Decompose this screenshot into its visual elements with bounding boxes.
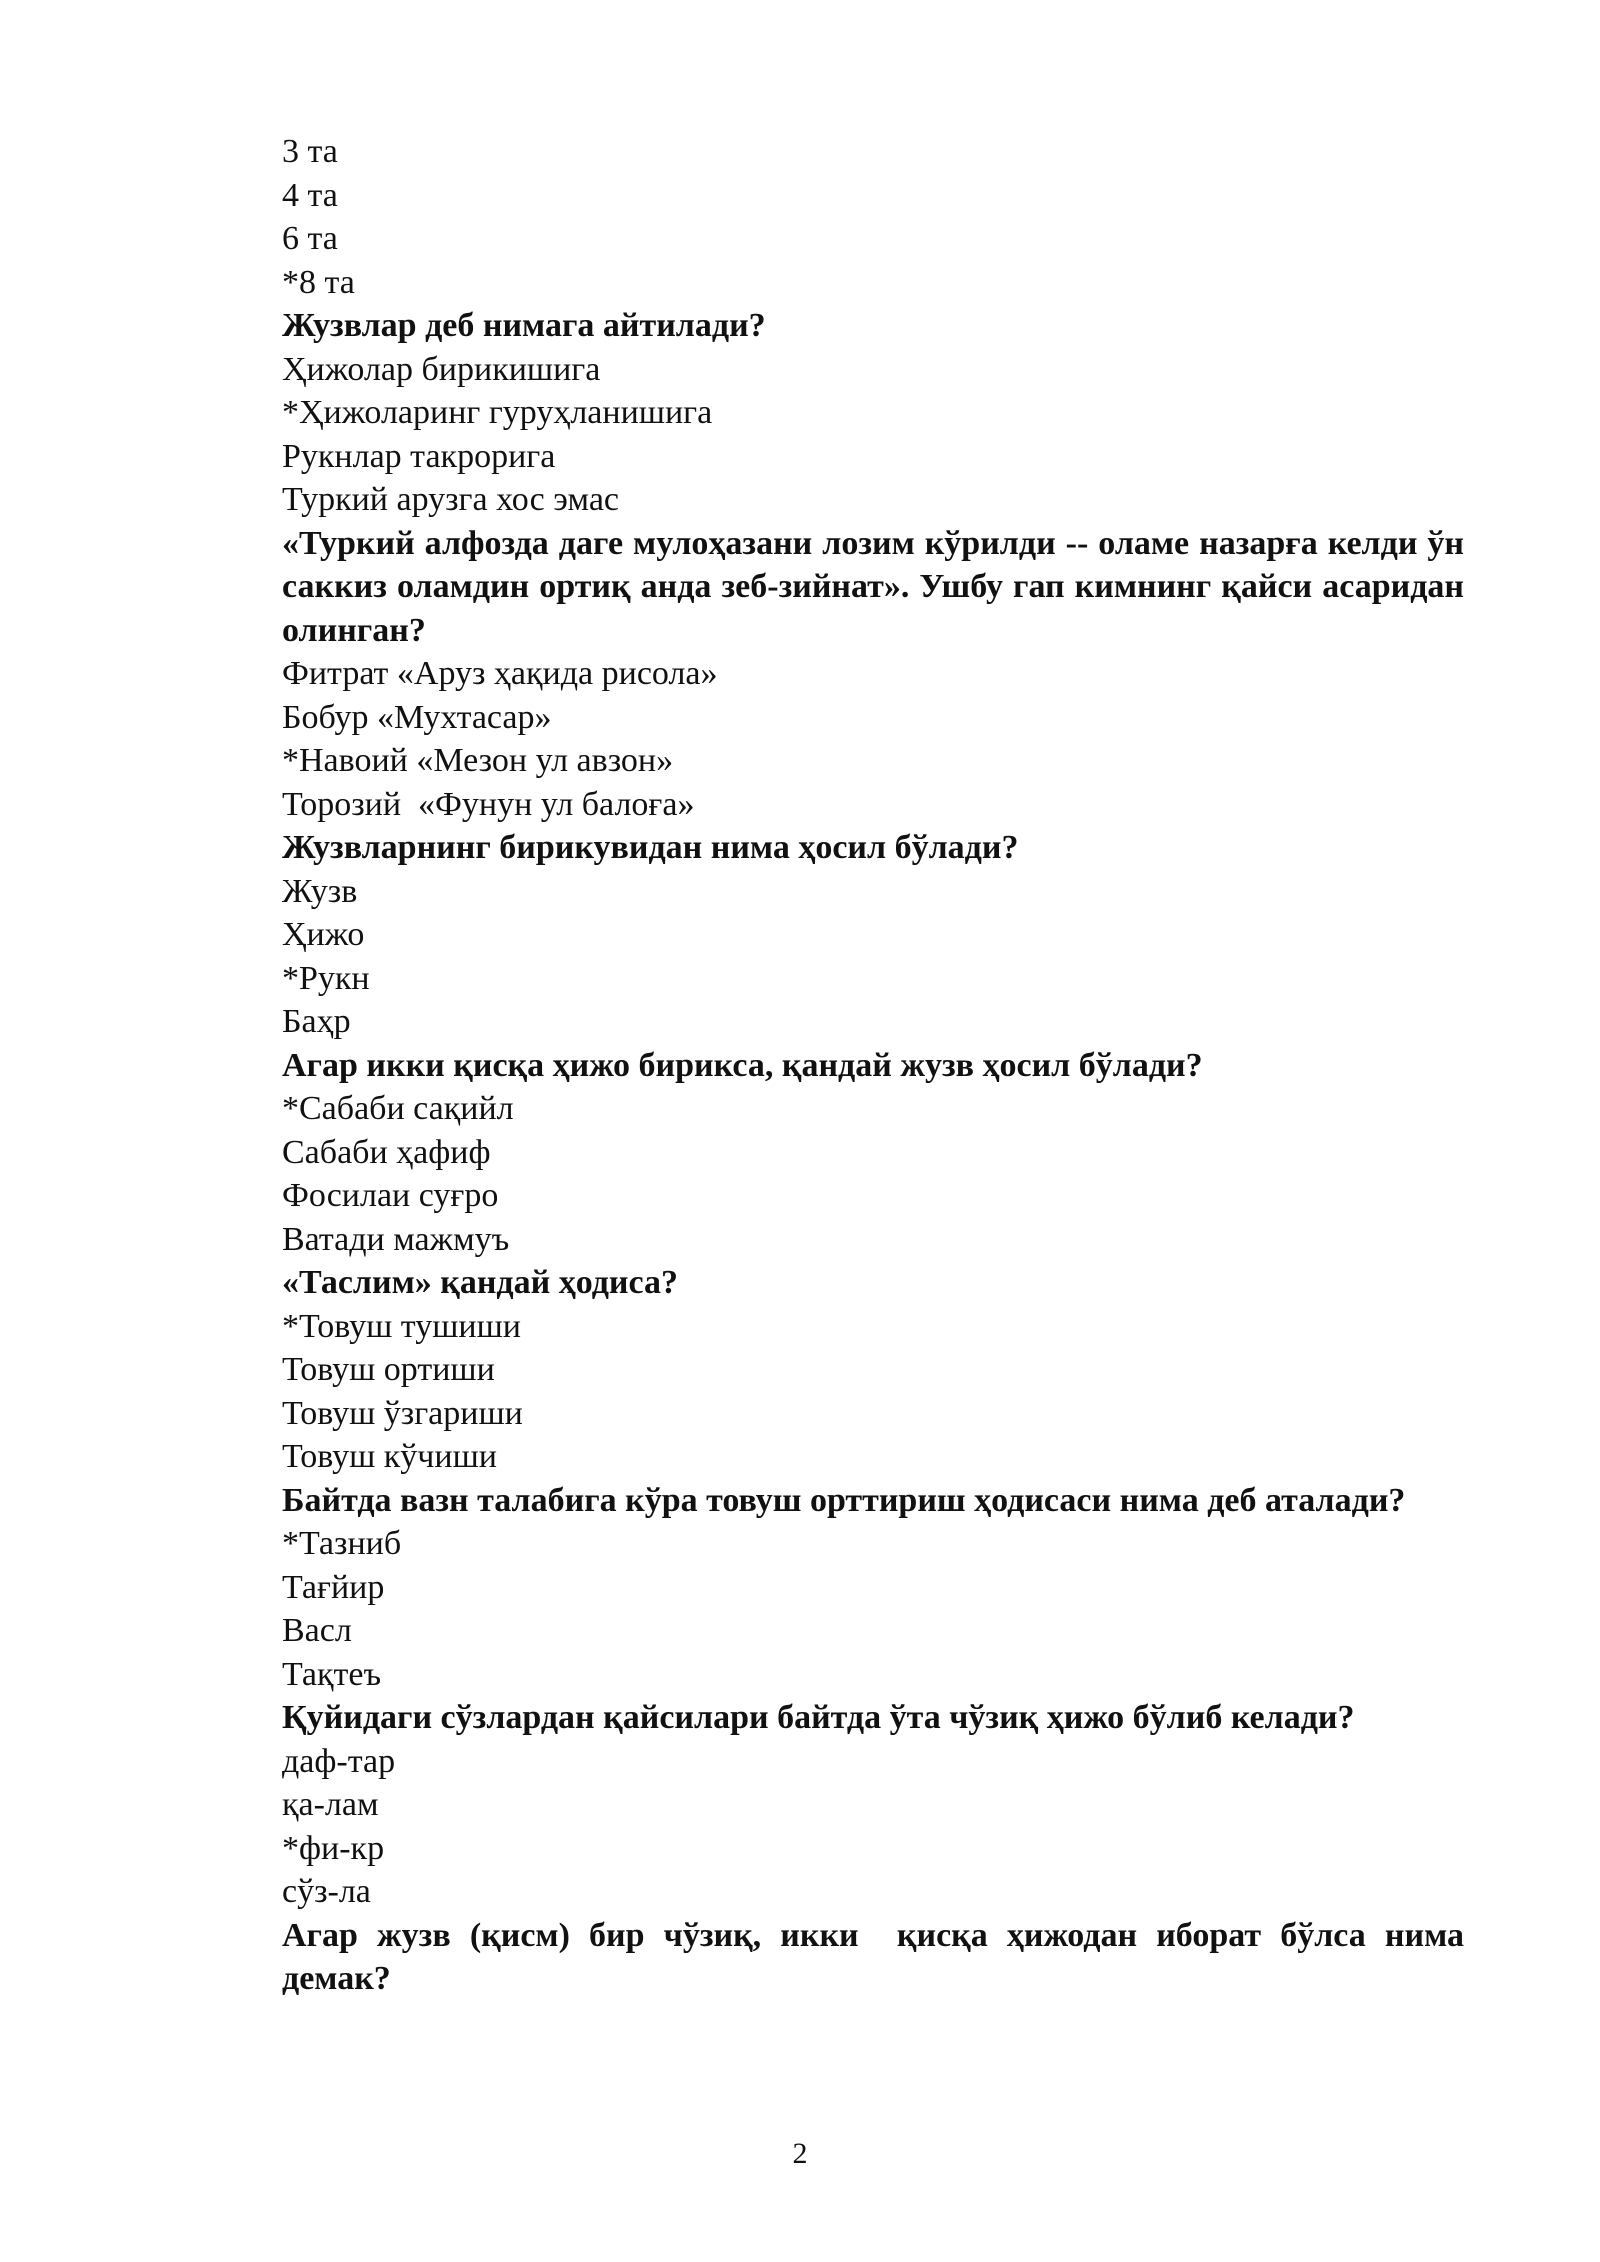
answer-option: Тағйир bbox=[282, 1568, 385, 1606]
document-body bbox=[282, 130, 1473, 2001]
answer-option: даф-тар bbox=[282, 1742, 396, 1780]
answer-option: Сабаби ҳафиф bbox=[282, 1133, 491, 1171]
answer-option: Туркий арузга хос эмас bbox=[282, 481, 619, 518]
question-text: Жузвларнинг бирикувидан нима ҳосил бўлади? bbox=[282, 829, 1019, 866]
answer-option: Товуш кўчиши bbox=[282, 1438, 497, 1475]
question-text: Агар икки қисқа ҳижо бирикса, қандай жузв ҳосил бўлади? bbox=[282, 1046, 1203, 1084]
answer-option: Васл bbox=[282, 1612, 352, 1649]
answer-option: *Тазниб bbox=[282, 1525, 402, 1562]
answer-option: *8 та bbox=[282, 263, 355, 301]
answer-option: 4 та bbox=[282, 176, 338, 214]
answer-option: Ҳижолар бирикишига bbox=[282, 350, 601, 388]
question-text: Агар жузв (қисм) бир чўзиқ, икки қисқа ҳижодан иборат бўлса нима демак? bbox=[282, 1916, 1473, 1997]
answer-option: 3 та bbox=[282, 133, 338, 170]
answer-option: *Ҳижоларинг гуруҳланишига bbox=[282, 394, 713, 431]
answer-option: қа-лам bbox=[282, 1786, 379, 1823]
answer-option: *Навоий «Мезон ул авзон» bbox=[282, 742, 674, 779]
answer-option: Жузв bbox=[282, 872, 358, 910]
answer-option: Товуш ўзгариши bbox=[282, 1394, 523, 1432]
answer-option: Фосилаи суғро bbox=[282, 1177, 499, 1214]
answer-option: сўз-ла bbox=[282, 1873, 371, 1910]
question-text: «Туркий алфозда даге мулоҳазани лозим кўрилди -- оламе назарға келди ўн саккиз оламдин ортиқ анда зеб-зийнат». Ушбу гап кимнинг қайси асаридан олинган? bbox=[282, 524, 1473, 649]
answer-option: Ватади мажмуъ bbox=[282, 1220, 510, 1258]
answer-option: Бобур «Мухтасар» bbox=[282, 698, 552, 736]
answer-option: Тақтеъ bbox=[282, 1655, 382, 1693]
answer-option: Фитрат «Аруз ҳақида рисола» bbox=[282, 655, 718, 692]
answer-option: Баҳр bbox=[282, 1003, 351, 1040]
answer-option: *Рукн bbox=[282, 959, 370, 997]
page-number: 2 bbox=[792, 2137, 808, 2170]
answer-option: Рукнлар такрорига bbox=[282, 437, 556, 475]
answer-option: Ҳижо bbox=[282, 916, 365, 953]
answer-option: *Сабаби сақийл bbox=[282, 1090, 514, 1127]
answer-option: *Товуш тушиши bbox=[282, 1307, 521, 1345]
answer-option: 6 та bbox=[282, 220, 338, 257]
answer-option: Торозий «Фунун ул балоға» bbox=[282, 785, 695, 823]
question-text: Қуйидаги сўзлардан қайсилари байтда ўта чўзиқ ҳижо бўлиб келади? bbox=[282, 1699, 1355, 1736]
question-text: «Таслим» қандай ҳодиса? bbox=[282, 1264, 679, 1301]
question-text: Байтда вазн талабига кўра товуш орттириш ҳодисаси нима деб аталади? bbox=[282, 1481, 1406, 1519]
answer-option: *фи-кр bbox=[282, 1829, 385, 1867]
question-text: Жузвлар деб нимага айтилади? bbox=[282, 307, 766, 344]
answer-option: Товуш ортиши bbox=[282, 1351, 495, 1388]
